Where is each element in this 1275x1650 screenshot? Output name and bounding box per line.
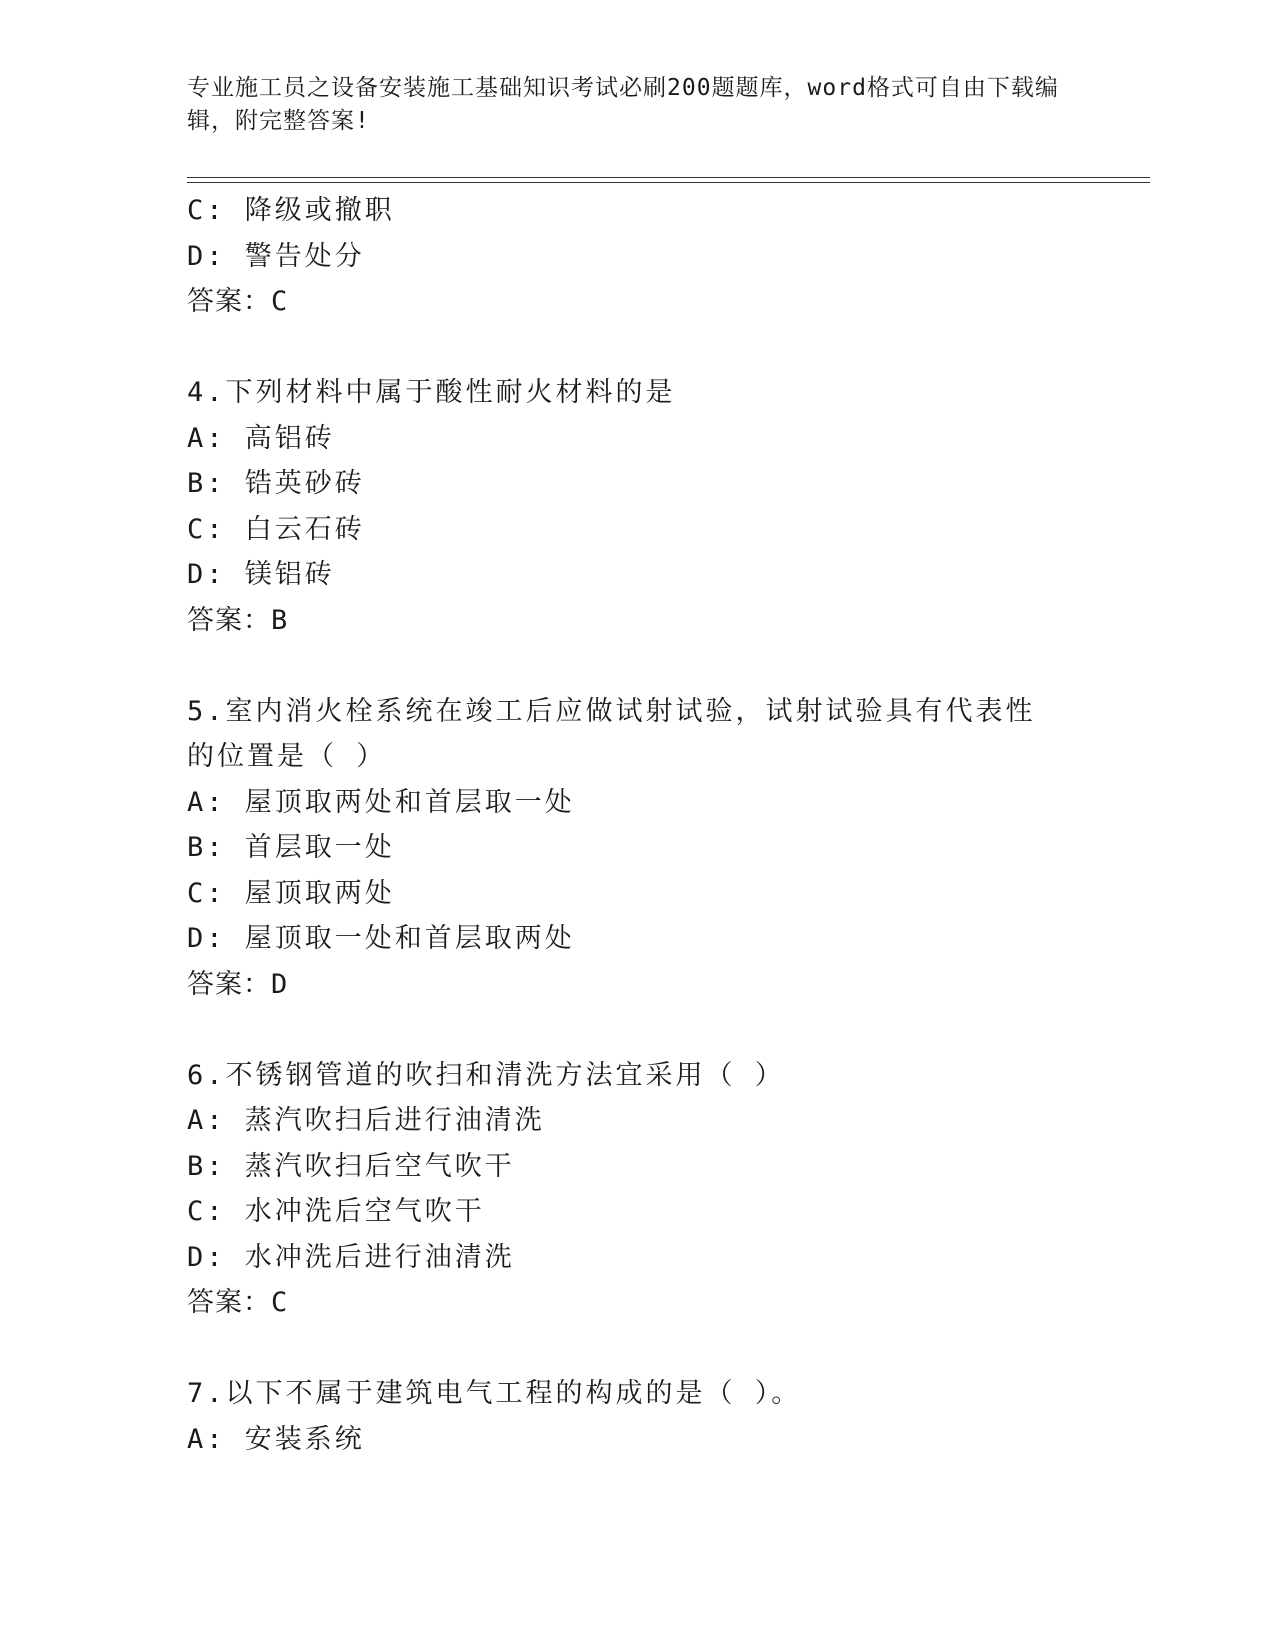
option-c: C: 水冲洗后空气吹干 bbox=[187, 1196, 485, 1227]
option-b: B: 蒸汽吹扫后空气吹干 bbox=[187, 1150, 515, 1182]
option-a: A: 高铝砖 bbox=[187, 422, 335, 454]
header-divider-thin bbox=[187, 182, 1150, 183]
question-stem: 4.下列材料中属于酸性耐火材料的是 bbox=[187, 377, 676, 408]
option-b: B: 首层取一处 bbox=[187, 832, 395, 863]
spacer bbox=[187, 643, 1087, 689]
question-7 bbox=[187, 1371, 1087, 1462]
spacer bbox=[187, 325, 1087, 371]
spacer bbox=[187, 1007, 1087, 1053]
question-stem: 6.不锈钢管道的吹扫和清洗方法宜采用（ ） bbox=[187, 1059, 785, 1091]
header-divider bbox=[187, 177, 1150, 178]
answer: 答案：C bbox=[187, 286, 289, 317]
question-5 bbox=[187, 689, 1087, 1008]
option-a: A: 屋顶取两处和首层取一处 bbox=[187, 786, 575, 818]
option-c: C: 降级或撤职 bbox=[187, 195, 395, 226]
option-d: D: 警告处分 bbox=[187, 240, 365, 272]
option-a: A: 蒸汽吹扫后进行油清洗 bbox=[187, 1105, 545, 1136]
option-c: C: 白云石砖 bbox=[187, 513, 365, 545]
option-d: D: 镁铝砖 bbox=[187, 559, 335, 590]
option-b: B: 锆英砂砖 bbox=[187, 468, 365, 499]
question-list bbox=[187, 188, 1087, 1462]
spacer bbox=[187, 1326, 1087, 1372]
question-stem: 7.以下不属于建筑电气工程的构成的是（ ）。 bbox=[187, 1378, 802, 1409]
question-3-tail bbox=[187, 188, 1087, 325]
question-6 bbox=[187, 1053, 1087, 1326]
option-c: C: 屋顶取两处 bbox=[187, 877, 395, 909]
answer: 答案：C bbox=[187, 1287, 289, 1318]
option-d: D: 水冲洗后进行油清洗 bbox=[187, 1241, 515, 1273]
question-stem: 5.室内消火栓系统在竣工后应做试射试验，试射试验具有代表性的位置是（ ） bbox=[187, 695, 1036, 772]
option-a: A: 安装系统 bbox=[187, 1423, 365, 1455]
answer: 答案：B bbox=[187, 604, 289, 636]
document-header: 专业施工员之设备安装施工基础知识考试必刷200题题库，word格式可自由下载编辑，附完整答案! bbox=[187, 75, 1059, 134]
option-d: D: 屋顶取一处和首层取两处 bbox=[187, 923, 575, 954]
question-4 bbox=[187, 370, 1087, 643]
answer: 答案：D bbox=[187, 968, 289, 1000]
